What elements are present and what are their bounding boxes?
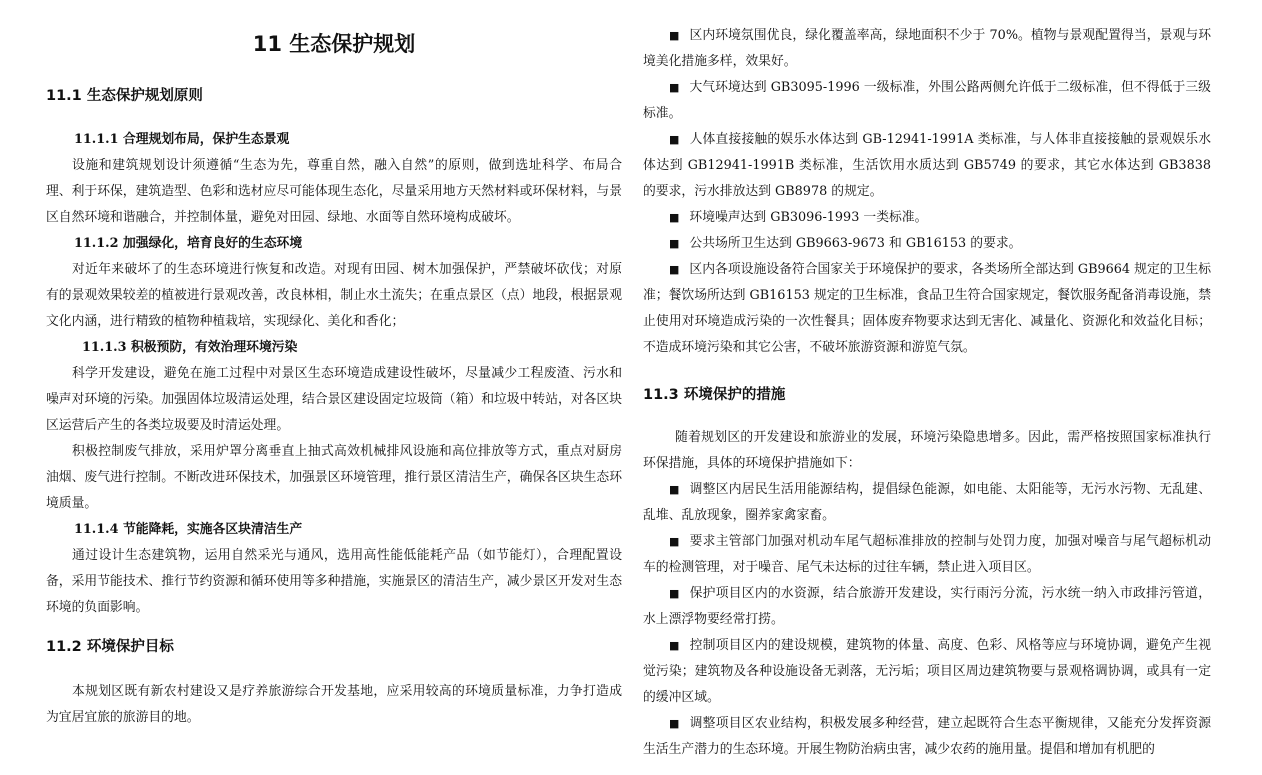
- bullet-square-icon: ■: [669, 263, 680, 276]
- list-item: ■ 环境噪声达到 GB3096-1993 一类标准。: [669, 210, 928, 225]
- subheading-11-1-3: 11.1.3 积极预防，有效治理环境污染: [82, 340, 298, 355]
- bullet-square-icon: ■: [669, 29, 680, 42]
- list-item: ■ 要求主管部门加强对机动车尾气超标准排放的控制与处罚力度，加强对噪音与尾气超标机动车的检测管理，对于噪音、尾气未达标的过往车辆，禁止进入项目区。: [643, 534, 1211, 575]
- paragraph: 通过设计生态建筑物，运用自然采光与通风，选用高性能低能耗产品（如节能灯），合理配置设备，采用节能技术、推行节约资源和循环使用等多种措施，实施景区的清洁生产，减少景区开发对生态环境的负面影响。: [46, 548, 622, 615]
- bullet-square-icon: ■: [669, 81, 680, 94]
- bullet-square-icon: ■: [669, 717, 680, 730]
- left-column: [46, 0, 622, 731]
- list-item: ■ 人体直接接触的娱乐水体达到 GB-12941-1991A 类标准，与人体非直接接触的景观娱乐水体达到 GB12941-1991B 类标准，生活饮用水质达到 GB5749 的要求，其它水体达到 GB3838 的要求，污水排放达到 GB8978 的规定。: [643, 132, 1211, 199]
- paragraph: 随着规划区的开发建设和旅游业的发展，环境污染隐患增多。因此，需严格按照国家标准执行环保措施，具体的环境保护措施如下：: [643, 430, 1211, 471]
- bullet-square-icon: ■: [669, 535, 680, 548]
- subheading-11-1-1: 11.1.1 合理规划布局，保护生态景观: [74, 132, 290, 147]
- paragraph: 对近年来破坏了的生态环境进行恢复和改造。对现有田园、树木加强保护，严禁破坏砍伐；对原有的景观效果较差的植被进行景观改善，改良林相，制止水土流失；在重点景区（点）地段，根据景观文化内涵，进行精致的植物种植栽培，实现绿化、美化和香化；: [46, 262, 622, 329]
- list-item: ■ 调整项目区农业结构，积极发展多种经营，建立起既符合生态平衡规律，又能充分发挥资源生活生产潜力的生态环境。开展生物防治病虫害，减少农药的施用量。提倡和增加有机肥的: [643, 716, 1211, 757]
- list-item: ■ 调整区内居民生活用能源结构，提倡绿色能源，如电能、太阳能等，无污水污物、无乱建、乱堆、乱放现象，圈养家禽家畜。: [643, 482, 1211, 523]
- bullet-square-icon: ■: [669, 639, 680, 652]
- paragraph: 设施和建筑规划设计须遵循“生态为先，尊重自然，融入自然”的原则，做到选址科学、布局合理、利于环保，建筑造型、色彩和选材应尽可能体现生态化，尽量采用地方天然材料或环保材料，与景区自然环境和谐融合，并控制体量，避免对田园、绿地、水面等自然环境构成破坏。: [46, 158, 622, 225]
- section-heading-11-1: 11.1 生态保护规划原则: [46, 88, 203, 104]
- section-heading-11-3: 11.3 环境保护的措施: [643, 387, 786, 403]
- bullet-square-icon: ■: [669, 237, 680, 250]
- list-item: ■ 保护项目区内的水资源，结合旅游开发建设，实行雨污分流，污水统一纳入市政排污管道，水上漂浮物要经常打捞。: [643, 586, 1211, 627]
- list-item: ■ 大气环境达到 GB3095-1996 一级标准，外围公路两侧允许低于二级标准，但不得低于三级标准。: [643, 80, 1211, 121]
- paragraph: 本规划区既有新农村建设又是疗养旅游综合开发基地，应采用较高的环境质量标准，力争打造成为宜居宜旅的旅游目的地。: [46, 684, 622, 725]
- paragraph: 积极控制废气排放，采用炉罩分离垂直上抽式高效机械排风设施和高位排放等方式，重点对厨房油烟、废气进行控制。不断改进环保技术，加强景区环境管理，推行景区清洁生产，确保各区块生态环境质量。: [46, 444, 622, 511]
- bullet-square-icon: ■: [669, 587, 680, 600]
- page-title: 11 生态保护规划: [252, 32, 416, 56]
- bullet-square-icon: ■: [669, 211, 680, 224]
- bullet-square-icon: ■: [669, 133, 680, 146]
- subheading-11-1-4: 11.1.4 节能降耗，实施各区块清洁生产: [74, 522, 303, 537]
- subheading-11-1-2: 11.1.2 加强绿化，培育良好的生态环境: [74, 236, 303, 251]
- bullet-square-icon: ■: [669, 483, 680, 496]
- right-column: [643, 0, 1211, 763]
- paragraph: 科学开发建设，避免在施工过程中对景区生态环境造成建设性破坏，尽量减少工程废渣、污水和噪声对环境的污染。加强固体垃圾清运处理，结合景区建设固定垃圾筒（箱）和垃圾中转站，对各区块区运营后产生的各类垃圾要及时清运处理。: [46, 366, 622, 433]
- section-heading-11-2: 11.2 环境保护目标: [46, 639, 174, 655]
- list-item: ■ 控制项目区内的建设规模，建筑物的体量、高度、色彩、风格等应与环境协调，避免产生视觉污染；建筑物及各种设施设备无剥落，无污垢；项目区周边建筑物要与景观格调协调，或具有一定的缓冲区域。: [643, 638, 1211, 705]
- list-item: ■ 区内环境氛围优良，绿化覆盖率高，绿地面积不少于 70%。植物与景观配置得当，景观与环境美化措施多样，效果好。: [643, 28, 1211, 69]
- list-item: ■ 区内各项设施设备符合国家关于环境保护的要求，各类场所全部达到 GB9664 规定的卫生标准；餐饮场所达到 GB16153 规定的卫生标准，食品卫生符合国家规定，餐饮服务配备消毒设施，禁止使用对环境造成污染的一次性餐具；固体废弃物要求达到无害化、减量化、资源化和效益化目标；不造成环境污染和其它公害，不破坏旅游资源和游览气氛。: [643, 262, 1211, 355]
- list-item: ■ 公共场所卫生达到 GB9663-9673 和 GB16153 的要求。: [669, 236, 1022, 251]
